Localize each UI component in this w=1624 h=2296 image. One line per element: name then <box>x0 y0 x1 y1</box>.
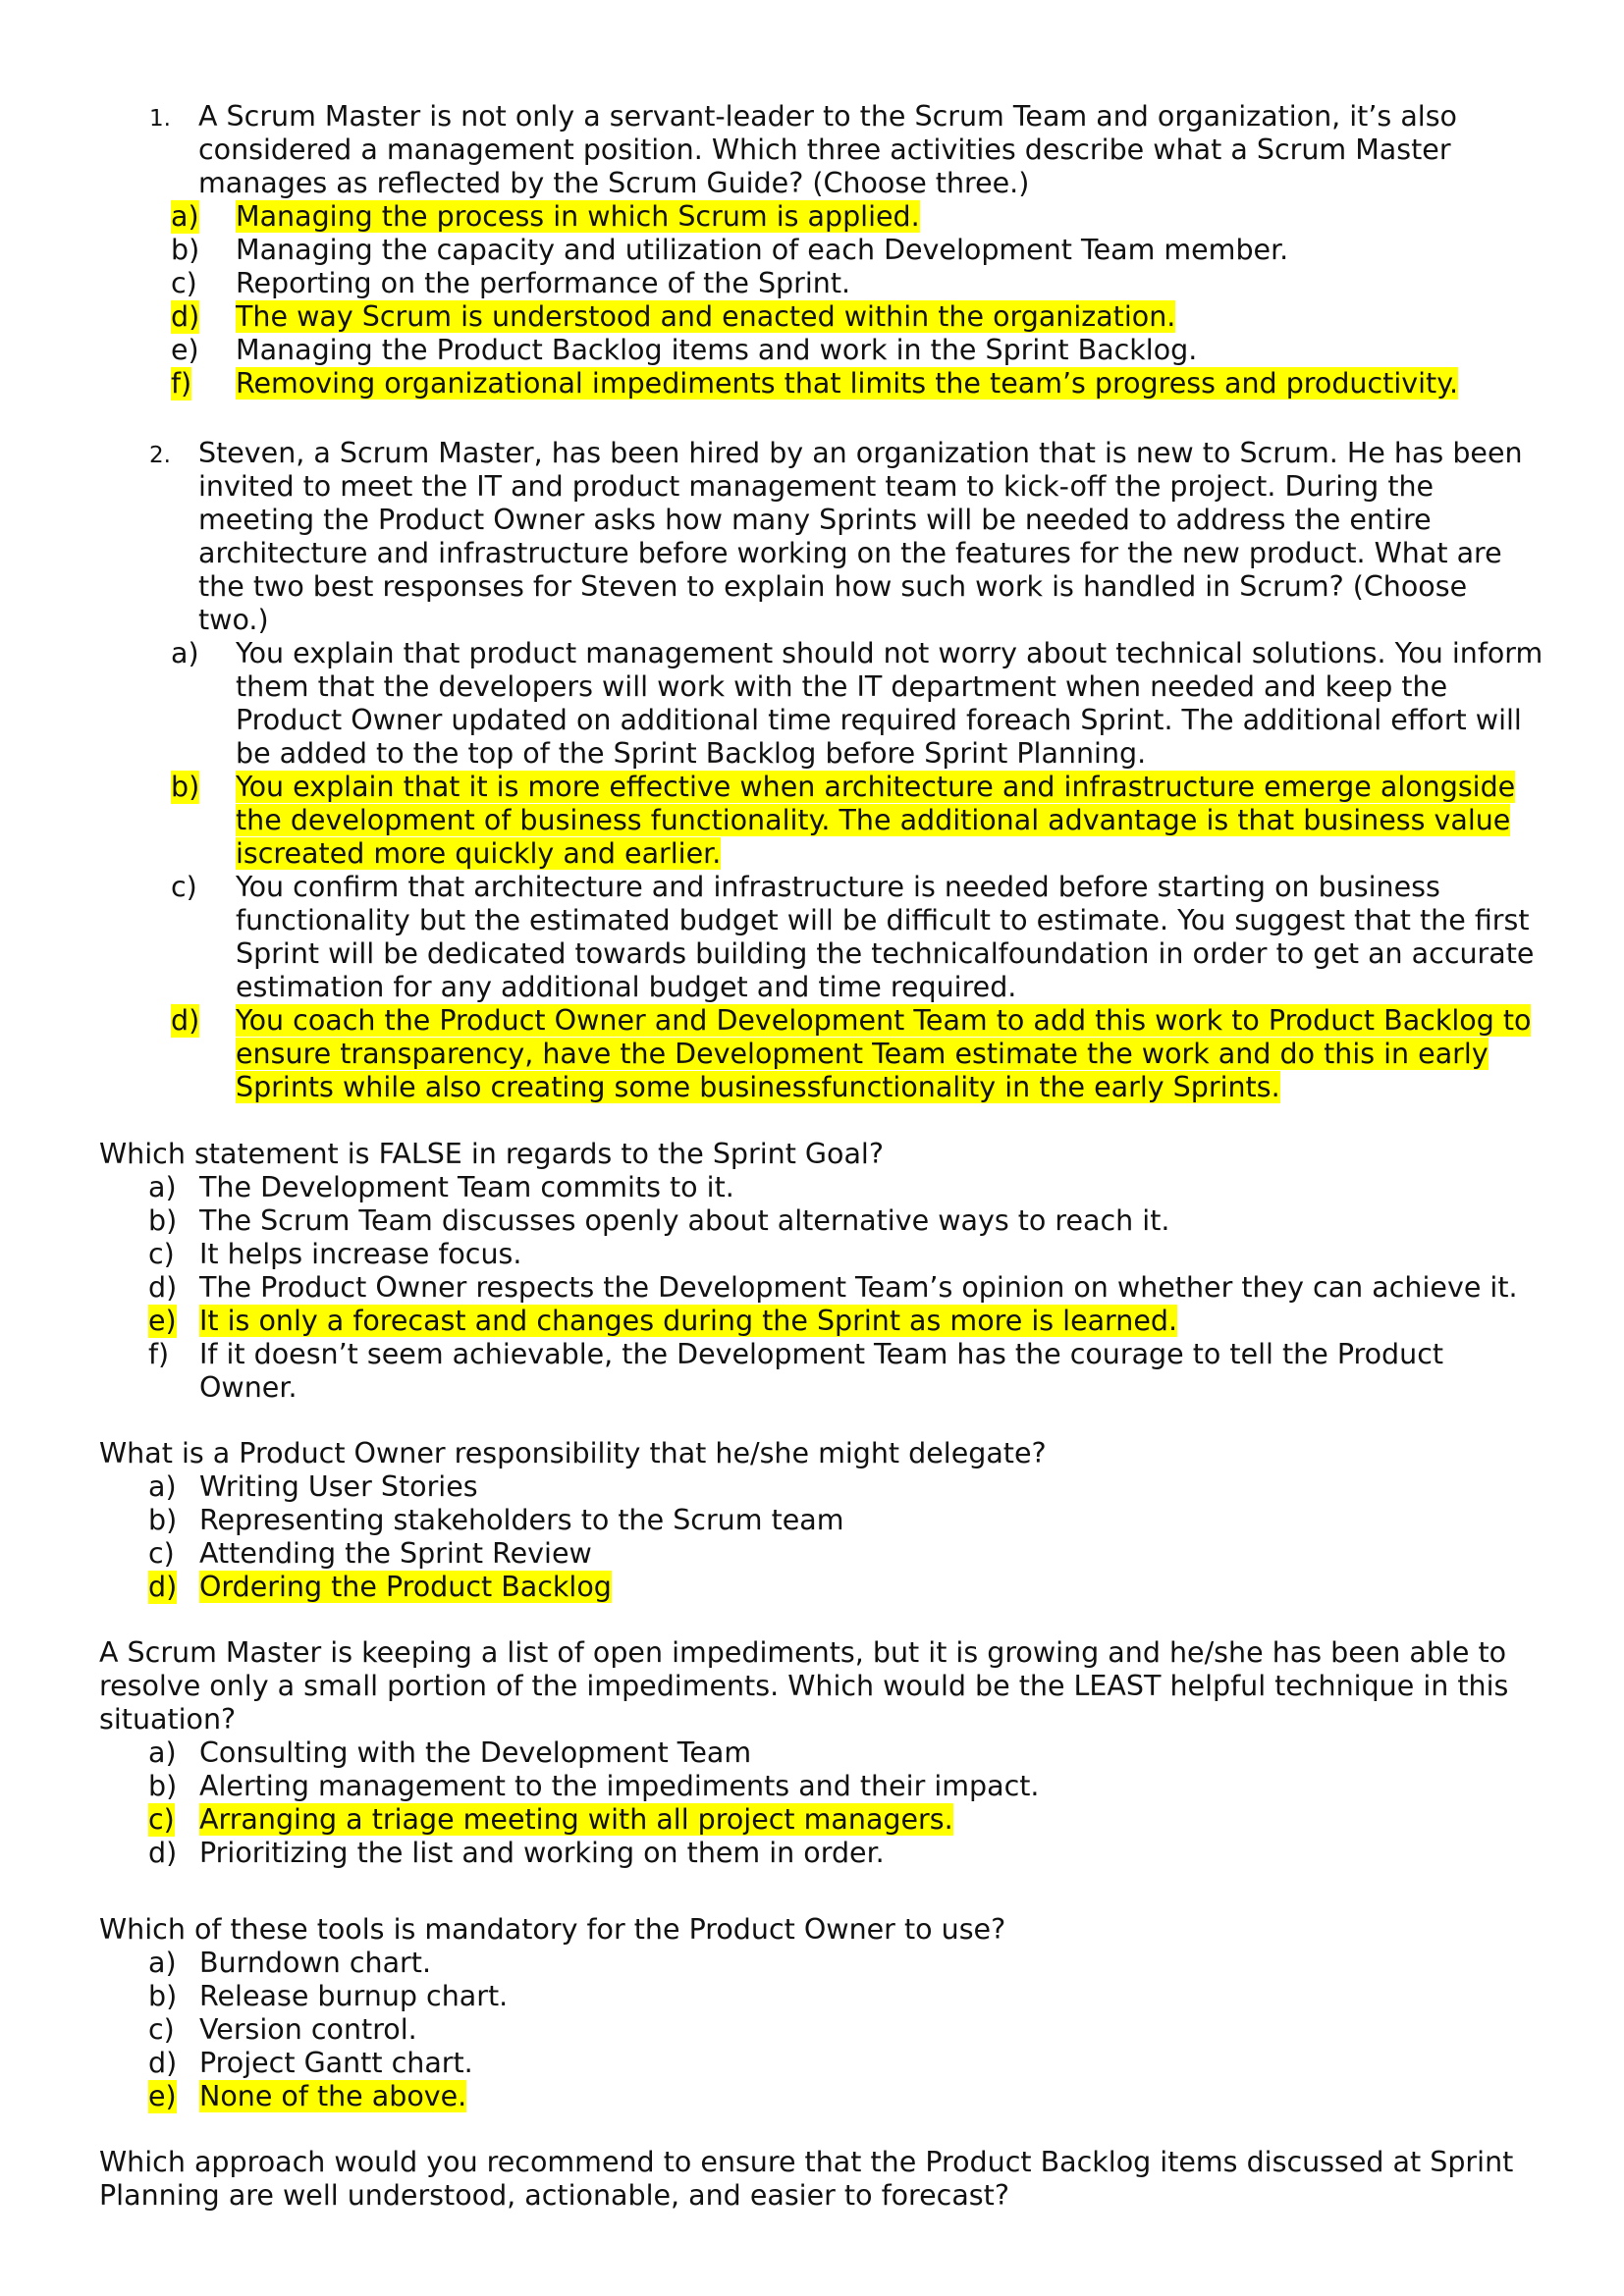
question-stem-line: considered a management position. Which three activities describe what a Scrum Master <box>198 133 1451 166</box>
question-stem-line: What is a Product Owner responsibility that he/she might delegate? <box>99 1437 1047 1469</box>
option-text <box>199 2047 1533 2080</box>
option-text <box>199 1504 1533 1537</box>
option-letter: d) <box>148 1571 178 1603</box>
answer-option-a <box>148 1171 1533 1204</box>
option-letter: d) <box>148 1271 178 1304</box>
answer-option-d <box>171 300 1543 334</box>
option-text <box>236 1004 1553 1104</box>
answer-option-a <box>148 1947 1533 1980</box>
option-text-line: Product Owner updated on additional time required foreach Sprint. The additional effort will <box>236 704 1522 736</box>
answer-option-e <box>171 334 1543 367</box>
option-text-line: Managing the process in which Scrum is applied. <box>236 200 920 233</box>
answer-option-b <box>148 1980 1533 2013</box>
answer-option-a <box>171 200 1543 234</box>
question-stem-line: A Scrum Master is keeping a list of open impediments, but it is growing and he/she has been able to <box>99 1636 1507 1669</box>
option-letter: b) <box>171 771 200 803</box>
option-text <box>199 1204 1533 1238</box>
option-text-line: Attending the Sprint Review <box>199 1537 592 1570</box>
question-stem-line: two.) <box>198 604 269 636</box>
option-text-line: Burndown chart. <box>199 1947 432 1979</box>
question-stem-line: Which statement is FALSE in regards to the Sprint Goal? <box>99 1138 884 1170</box>
option-text <box>199 1837 1533 1870</box>
option-text <box>199 1947 1533 1980</box>
option-text-line: Arranging a triage meeting with all project managers. <box>199 1803 953 1836</box>
option-text <box>199 1770 1533 1803</box>
option-text <box>236 300 1543 334</box>
option-text-line: Ordering the Product Backlog <box>199 1571 612 1603</box>
option-text-line: Managing the capacity and utilization of each Development Team member. <box>236 234 1289 266</box>
answer-option-c <box>148 1537 1533 1571</box>
option-letter: e) <box>171 334 199 366</box>
option-text <box>236 771 1553 871</box>
option-text-line: ensure transparency, have the Development Team estimate the work and do this in early <box>236 1038 1489 1070</box>
option-text-line: Reporting on the performance of the Sprint. <box>236 267 851 299</box>
answer-option-c <box>148 1803 1533 1837</box>
option-text-line: them that the developers will work with the IT department when needed and keep the <box>236 670 1448 703</box>
answer-option-b <box>148 1504 1533 1537</box>
option-text <box>236 267 1543 300</box>
option-text-line: Prioritizing the list and working on them in order. <box>199 1837 885 1869</box>
option-text-line: The Scrum Team discusses openly about alternative ways to reach it. <box>199 1204 1170 1237</box>
answer-option-a <box>171 637 1553 771</box>
option-text <box>236 334 1543 367</box>
answer-option-c <box>148 1238 1533 1271</box>
option-text-line: You explain that it is more effective when architecture and infrastructure emerge alongside <box>236 771 1516 803</box>
option-text-line: Project Gantt chart. <box>199 2047 473 2079</box>
answer-option-e <box>148 1305 1533 1338</box>
question-stem-line: architecture and infrastructure before working on the features for the new product. What are <box>198 537 1502 569</box>
option-text-line: Writing User Stories <box>199 1470 478 1503</box>
option-letter: c) <box>148 1238 175 1270</box>
question-number: 2. <box>149 443 171 468</box>
option-letter: d) <box>148 1837 178 1869</box>
option-letter: a) <box>148 1171 177 1203</box>
option-text-line: Owner. <box>199 1371 298 1404</box>
answer-option-c <box>171 267 1543 300</box>
option-text <box>236 200 1543 234</box>
question-1 <box>149 100 1543 400</box>
option-text-line: Alerting management to the impediments and their impact. <box>199 1770 1040 1802</box>
option-letter: a) <box>171 637 199 669</box>
answer-option-b <box>148 1204 1533 1238</box>
option-text-line: be added to the top of the Sprint Backlog before Sprint Planning. <box>236 737 1147 770</box>
option-text-line: the development of business functionality. The additional advantage is that business value <box>236 804 1511 836</box>
option-letter: b) <box>171 234 200 266</box>
question-po-tools <box>99 1913 1533 2113</box>
option-text <box>199 2013 1533 2047</box>
option-letter: d) <box>171 300 200 333</box>
option-text <box>236 367 1543 400</box>
question-stem-line: manages as reflected by the Scrum Guide? (Choose three.) <box>198 167 1030 199</box>
question-sprint-goal <box>99 1138 1533 1405</box>
option-text-line: estimation for any additional budget and time required. <box>236 971 1017 1003</box>
question-stem-line: resolve only a small portion of the impediments. Which would be the LEAST helpful technique in this <box>99 1670 1509 1702</box>
option-letter: e) <box>148 1305 177 1337</box>
answer-option-a <box>148 1470 1533 1504</box>
answer-option-d <box>148 2047 1533 2080</box>
option-text-line: Version control. <box>199 2013 417 2046</box>
option-text-line: If it doesn’t seem achievable, the Development Team has the courage to tell the Product <box>199 1338 1444 1370</box>
answer-option-d <box>171 1004 1553 1104</box>
answer-option-d <box>148 1837 1533 1870</box>
option-letter: c) <box>148 2013 175 2046</box>
option-text-line: The Development Team commits to it. <box>199 1171 734 1203</box>
question-stem-line: meeting the Product Owner asks how many Sprints will be needed to address the entire <box>198 504 1432 536</box>
option-text-line: functionality but the estimated budget will be difficult to estimate. You suggest that the first <box>236 904 1530 936</box>
option-text <box>236 234 1543 267</box>
option-letter: c) <box>171 871 197 903</box>
option-letter: c) <box>148 1537 175 1570</box>
question-stem-line: Steven, a Scrum Master, has been hired by an organization that is new to Scrum. He has been <box>198 437 1523 469</box>
option-text-line: It helps increase focus. <box>199 1238 522 1270</box>
question-sprint-planning <box>99 2146 1533 2213</box>
option-text <box>199 1736 1533 1770</box>
option-text <box>199 1470 1533 1504</box>
option-text <box>199 1271 1533 1305</box>
answer-option-d <box>148 1571 1533 1604</box>
option-letter: a) <box>171 200 199 233</box>
option-text-line: It is only a forecast and changes during the Sprint as more is learned. <box>199 1305 1178 1337</box>
option-text <box>236 871 1553 1004</box>
answer-option-b <box>171 771 1553 871</box>
answer-option-c <box>171 871 1553 1004</box>
answer-option-c <box>148 2013 1533 2047</box>
option-text-line: You explain that product management should not worry about technical solutions. You inform <box>236 637 1543 669</box>
option-letter: f) <box>148 1338 170 1370</box>
option-text-line: Managing the Product Backlog items and work in the Sprint Backlog. <box>236 334 1198 366</box>
option-letter: b) <box>148 1204 178 1237</box>
option-letter: a) <box>148 1947 177 1979</box>
option-text <box>199 2080 1533 2113</box>
option-text <box>199 1803 1533 1837</box>
question-stem-line: situation? <box>99 1703 237 1735</box>
option-text <box>199 1171 1533 1204</box>
question-stem-line: Which of these tools is mandatory for the Product Owner to use? <box>99 1913 1006 1946</box>
option-letter: a) <box>148 1736 177 1769</box>
question-stem-line: the two best responses for Steven to explain how such work is handled in Scrum? (Choose <box>198 570 1468 603</box>
option-text-line: Representing stakeholders to the Scrum team <box>199 1504 844 1536</box>
option-letter: b) <box>148 1504 178 1536</box>
option-text-line: The way Scrum is understood and enacted within the organization. <box>236 300 1176 333</box>
option-text-line: Release burnup chart. <box>199 1980 509 2012</box>
question-po-delegate <box>99 1437 1533 1604</box>
option-text-line: Sprint will be dedicated towards building the technicalfoundation in order to get an accurate <box>236 937 1535 970</box>
question-stem-line: A Scrum Master is not only a servant-leader to the Scrum Team and organization, it’s also <box>198 100 1457 133</box>
question-2 <box>149 437 1553 1104</box>
option-text-line: You confirm that architecture and infrastructure is needed before starting on business <box>236 871 1440 903</box>
option-text-line: The Product Owner respects the Development Team’s opinion on whether they can achieve it. <box>199 1271 1518 1304</box>
answer-option-f <box>148 1338 1533 1405</box>
option-letter: e) <box>148 2080 177 2112</box>
option-text-line: Sprints while also creating some businessfunctionality in the early Sprints. <box>236 1071 1280 1103</box>
answer-option-b <box>148 1770 1533 1803</box>
option-text <box>236 637 1553 771</box>
answer-option-d <box>148 1271 1533 1305</box>
answer-option-f <box>171 367 1543 400</box>
question-stem-line: Planning are well understood, actionable, and easier to forecast? <box>99 2179 1009 2212</box>
question-stem-line: invited to meet the IT and product management team to kick-off the project. During the <box>198 470 1435 503</box>
option-text <box>199 1537 1533 1571</box>
question-impediments <box>99 1636 1533 1870</box>
answer-option-e <box>148 2080 1533 2113</box>
option-letter: b) <box>148 1980 178 2012</box>
option-text <box>199 1571 1533 1604</box>
option-text <box>199 1338 1533 1405</box>
option-text-line: Removing organizational impediments that limits the team’s progress and productivity. <box>236 367 1459 400</box>
option-text-line: None of the above. <box>199 2080 467 2112</box>
option-letter: b) <box>148 1770 178 1802</box>
option-text <box>199 1980 1533 2013</box>
option-text-line: iscreated more quickly and earlier. <box>236 837 722 870</box>
option-text <box>199 1305 1533 1338</box>
option-text-line: Consulting with the Development Team <box>199 1736 752 1769</box>
option-letter: d) <box>171 1004 200 1037</box>
question-number: 1. <box>149 106 171 132</box>
answer-option-a <box>148 1736 1533 1770</box>
option-letter: a) <box>148 1470 177 1503</box>
option-letter: c) <box>171 267 197 299</box>
option-letter: f) <box>171 367 192 400</box>
question-stem-line: Which approach would you recommend to ensure that the Product Backlog items discussed at Sprint <box>99 2146 1514 2178</box>
option-letter: d) <box>148 2047 178 2079</box>
answer-option-b <box>171 234 1543 267</box>
option-text-line: You coach the Product Owner and Development Team to add this work to Product Backlog to <box>236 1004 1532 1037</box>
option-letter: c) <box>148 1803 175 1836</box>
option-text <box>199 1238 1533 1271</box>
